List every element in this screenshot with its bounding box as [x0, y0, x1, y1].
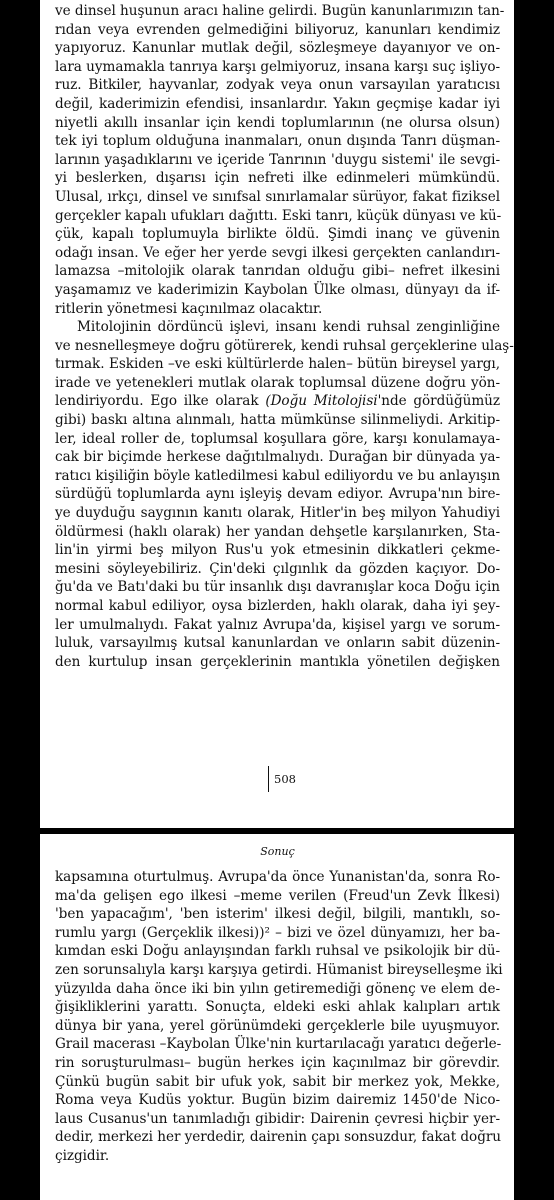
text-line: Çünkü bugün sabit bir ufuk yok, sabit bir merkez yok, Mekke, — [55, 1073, 500, 1090]
paragraph-1 — [55, 2, 505, 318]
text-line: ğu'da ve Batı'daki bu tür insanlık dışı davranışlar koca Doğu için — [55, 579, 500, 596]
text-line: ve nesnelleşmeye doğru götürerek, kendi ruhsal gerçeklerine ulaş- — [55, 337, 514, 354]
text-line: kımdan eski Doğu anlayışından farklı ruhsal ve psikolojik bir dü- — [55, 943, 500, 960]
text-line: ratıcı kişiliğin böyle katledilmesi kabul ediliyordu ve bu anlayışın — [55, 467, 501, 484]
text-segment: 'nde gördüğümüz — [377, 393, 501, 410]
text-line: 'ben yapacağım', 'ben isterim' ilkesi değil, bilgili, mantıklı, so- — [55, 906, 500, 923]
italic-title: (Doğu Mitolojisi — [265, 393, 378, 410]
text-line: yapıyoruz. Kanunlar mutlak değil, sözleşmeye dayanıyor ve on- — [55, 40, 500, 57]
text-line: Ulusal, ırkçı, dinsel ve sınıfsal sınırlamalar sürüyor, fakat fiziksel — [55, 188, 500, 205]
text-line: sürdüğü toplumlarda aynı işleyiş devam ediyor. Avrupa'nın bire- — [55, 486, 500, 503]
text-line: ritlerin yönetmesi kaçınılmaz olacaktır. — [55, 300, 323, 317]
text-line: Mitolojinin dördüncü işlevi, insanı kendi ruhsal zenginliğine — [77, 319, 500, 336]
text-line: ruz. Bitkiler, hayvanlar, zodyak veya onun varsayılan yaratıcısı — [55, 77, 500, 94]
text-line: tek iyi toplum olduğuna inanmaları, onun dışında Tanrı düşman- — [55, 133, 500, 150]
text-line: rumlu yargı (Gerçeklik ilkesi))² – bizi ve özel dünyamızı, her ba- — [55, 924, 500, 941]
text-line: dünya bir yana, yerel görünümdeki gerçeklerle bile uyuşmuyor. — [55, 1017, 500, 1034]
text-line: mesini söyleyebiliriz. Çin'deki çılgınlık da gözden kaçıyor. Do- — [55, 560, 500, 577]
paragraph-3 — [55, 868, 503, 1166]
text-line: cak bir biçimde herkese dağıtılmalıydı. Durağan bir dünyada ya- — [55, 449, 500, 466]
text-line: gerçekler kapalı ufukları dağıttı. Eski tanrı, küçük dünyası ve kü- — [55, 207, 502, 224]
text-line: den kurtulup insan gerçeklerinin mantıkla yönetilen değişken — [55, 653, 500, 670]
running-head: Sonuç — [260, 845, 295, 858]
text-line — [55, 392, 500, 411]
text-line: lara uymamakla tanrıya karşı gelmiyoruz, insana karşı suç işliyo- — [55, 58, 500, 75]
text-line: dedir, merkezi her yerdedir, dairenin çapı sonsuzdur, fakat doğru — [55, 1129, 501, 1146]
page-number: 508 — [268, 766, 296, 792]
book-page-bottom — [40, 834, 514, 1200]
text-line: ma'da gelişen ego ilkesi –meme verilen (Freud'un Zevk İlkesi) — [55, 887, 500, 904]
text-line: odağı insan. Ve eğer her yerde sevgi ilkesi gerçekten canlandırı- — [55, 244, 500, 261]
text-line: yüzyılda daha önce iki bin yılın getiremediği gönenç ve elem de- — [55, 980, 500, 997]
text-line: yi beslerken, dışarısı için nefreti ilke edinmeleri mümkündü. — [55, 170, 500, 187]
text-line: yaşamamız ve kaderimizin Kaybolan Ülke olması, dünyayı da if- — [55, 281, 500, 298]
text-line: niyetli akıllı insanlar için kendi toplumlarının (ne olursa olsun) — [55, 114, 500, 131]
text-segment: lendiriyordu. Ego ilke olarak — [55, 393, 266, 410]
text-line: irade ve yetenekleri mutlak olarak toplumsal düzene doğru yön- — [55, 374, 500, 391]
text-line: ler, ideal roller de, toplumsal koşullara göre, karşı konulamaya- — [55, 430, 500, 447]
text-line: çük, kapalı toplumuyla birlikte öldü. Şimdi inanç ve güvenin — [55, 226, 500, 243]
text-line: değil, kaderimizin efendisi, insanlardır. Yakın geçmişe kadar iyi — [55, 95, 500, 112]
text-line: ye duyduğu saygının kanıtı olarak, Hitler'in beş milyon Yahudiyi — [55, 505, 500, 522]
text-line: rıdan veya evrenden gelmediğini biliyoruz, kanunları kendimiz — [55, 21, 500, 38]
text-line: larının yaşadıklarını ve içeride Tanrının 'duygu sistemi' ile sevgi- — [55, 151, 500, 168]
text-line: ve dinsel huşunun aracı haline gelirdi. Bugün kanunlarımızın tan- — [55, 3, 505, 19]
text-line: zen sorunsalıyla karşı karşıya getirdi. Hümanist bireyselleşme iki — [55, 961, 503, 978]
text-line: kapsamına oturtulmuş. Avrupa'da önce Yunanistan'da, sonra Ro- — [55, 869, 500, 885]
text-line: Roma veya Kudüs yoktur. Bugün bizim dairemiz 1450'de Nico- — [55, 1092, 500, 1109]
book-page-top — [40, 0, 514, 828]
paragraph-2 — [55, 318, 514, 671]
text-line: rin soruşturulması– bugün herkes için kaçınılmaz bir görevdir. — [55, 1054, 500, 1071]
text-line: Grail macerası –Kaybolan Ülke'nin kurtarılacağı yaratıcı değerle- — [55, 1036, 502, 1053]
text-line: luluk, varsayılmış kutsal kanunlardan ve onların sabit düzenin- — [55, 635, 500, 652]
text-line: öldürmesi (haklı olarak) her yandan dehşetle karşılanırken, Sta- — [55, 523, 500, 540]
text-line: normal kabul ediliyor, oysa bizlerden, haklı olarak, daha iyi şey- — [55, 598, 500, 614]
text-line: tırmak. Eskiden –ve eski kültürlerde halen– bütün bireysel yargı, — [55, 356, 500, 373]
text-line: lin'in yirmi beş milyon Rus'u yok etmesinin dikkatleri çekme- — [55, 542, 500, 559]
text-line: lamazsa –mitolojik olarak tanrıdan olduğu gibi– nefret ilkesini — [55, 263, 500, 280]
text-line: çizgidir. — [55, 1147, 110, 1164]
text-line: ler umulmalıydı. Fakat yalnız Avrupa'da, kişisel yargı ve sorum- — [55, 616, 500, 633]
text-line: laus Cusanus'un tanımladığı gibidir: Dairenin çevresi hiçbir yer- — [55, 1110, 500, 1127]
text-line: gibi) baskı altına alınmalı, hatta mümkünse silinmeliydi. Arkitip- — [55, 412, 500, 429]
text-line: ğişikliklerini yarattı. Sonuçta, eldeki eski ahlak kalıpları artık — [55, 999, 500, 1016]
